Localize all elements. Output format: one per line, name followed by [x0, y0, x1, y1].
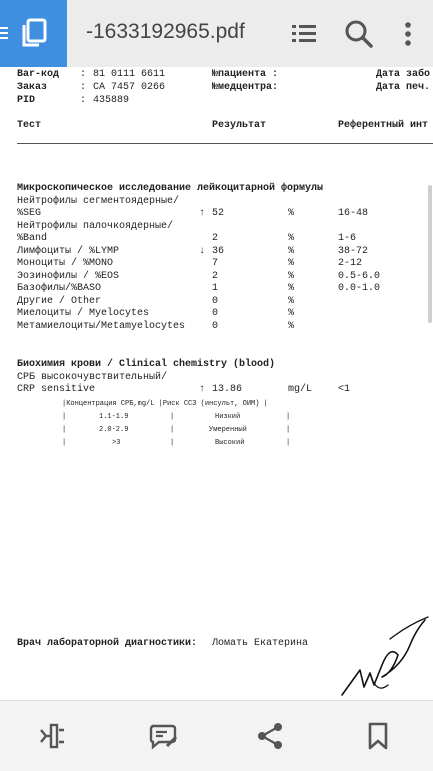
date-printed-label: Дата печ.	[376, 82, 431, 93]
column-test: Тест	[17, 120, 42, 131]
doctor-label: Врач лабораторной диагностики:	[17, 638, 198, 649]
row-mono-value: 7	[212, 258, 219, 269]
row-myelo-name: Миелоциты / Myelocytes	[17, 308, 150, 319]
row-eos-value: 2	[212, 271, 219, 282]
row-mono-ref: 2-12	[338, 258, 363, 269]
risk-table-conc: 2.0-2.9	[99, 426, 129, 434]
risk-table-risk: Низкий	[215, 413, 241, 421]
row-mono-unit: %	[288, 258, 295, 269]
crp-unit: mg/L	[288, 384, 313, 395]
risk-table-pipe: |	[62, 413, 67, 421]
row-seg-name: Нейтрофилы сегментоядерные/	[17, 196, 180, 207]
document-switch-button[interactable]	[0, 0, 67, 67]
row-seg-ref: 16-48	[338, 208, 369, 219]
row-metamyelo-unit: %	[288, 321, 295, 332]
column-result: Результат	[212, 120, 267, 131]
risk-table-risk: Умеренный	[209, 426, 247, 434]
header-divider	[17, 143, 433, 144]
row-seg-flag: ↑	[199, 208, 206, 219]
row-lymp-ref: 38-72	[338, 246, 369, 257]
pdf-page[interactable]	[0, 67, 433, 700]
crp-flag: ↑	[199, 384, 206, 395]
row-band-ref: 1-6	[338, 233, 357, 244]
section-leukocyte-title: Микроскопическое исследование лейкоцитарной формулы	[17, 183, 324, 194]
row-band-value: 2	[212, 233, 219, 244]
risk-table-header: |Концентрация СРБ,mg/L |Риск ССЗ (инсульт, ОИМ) |	[62, 400, 268, 408]
file-name-title: -1633192965.pdf	[86, 20, 245, 43]
risk-table-pipe: |	[286, 426, 291, 434]
row-baso-value: 1	[212, 283, 219, 294]
row-eos-name: Эозинофилы / %EOS	[17, 271, 120, 282]
comment-edit-icon[interactable]	[147, 720, 179, 752]
pid-value: 435889	[93, 95, 130, 106]
risk-table-pipe: |	[62, 439, 67, 447]
row-metamyelo-value: 0	[212, 321, 219, 332]
risk-table-pipe: |	[286, 439, 291, 447]
row-baso-ref: 0.0-1.0	[338, 283, 381, 294]
row-myelo-unit: %	[288, 308, 295, 319]
risk-table-pipe: |	[170, 413, 175, 421]
date-taken-label: Дата забо	[376, 69, 431, 80]
row-mono-name: Моноциты / %MONO	[17, 258, 114, 269]
barcode-label: Bar-код	[17, 69, 60, 80]
row-other-name: Другие / Other	[17, 296, 102, 307]
fit-width-icon[interactable]	[37, 720, 69, 752]
row-eos-unit: %	[288, 271, 295, 282]
signature-image	[330, 615, 430, 700]
pid-label: PID	[17, 95, 36, 106]
row-baso-name: Базофилы/%BASO	[17, 283, 102, 294]
barcode-value: 81 0111 6611	[93, 69, 166, 80]
risk-table-pipe: |	[170, 426, 175, 434]
row-eos-ref: 0.5-6.0	[338, 271, 381, 282]
patient-number-label: №пациента :	[212, 69, 279, 80]
bottom-toolbar	[0, 700, 433, 771]
menu-lines-icon[interactable]	[0, 27, 8, 42]
order-value: CA 7457 0266	[93, 82, 166, 93]
row-baso-unit: %	[288, 283, 295, 294]
row-seg-name2: %SEG	[17, 208, 42, 219]
row-band-name: Нейтрофилы палочкоядерные/	[17, 221, 174, 232]
risk-table-risk: Высокий	[215, 439, 245, 447]
section-biochemistry-title: Биохимия крови / Clinical chemistry (blood)	[17, 359, 276, 370]
crp-name: СРБ высокочувствительный/	[17, 372, 168, 383]
barcode-colon: :	[80, 69, 87, 80]
order-colon: :	[80, 82, 87, 93]
more-vert-icon[interactable]	[392, 18, 424, 50]
column-reference: Референтный инт	[338, 120, 429, 131]
document-copy-icon	[20, 18, 48, 48]
crp-value: 13.86	[212, 384, 243, 395]
row-lymp-flag: ↓	[199, 246, 206, 257]
crp-name2: CRP sensitive	[17, 384, 96, 395]
row-band-unit: %	[288, 233, 295, 244]
bookmark-icon[interactable]	[362, 720, 394, 752]
row-lymp-value: 36	[212, 246, 225, 257]
row-band-name2: %Band	[17, 233, 48, 244]
row-myelo-value: 0	[212, 308, 219, 319]
risk-table-pipe: |	[286, 413, 291, 421]
risk-table-pipe: |	[170, 439, 175, 447]
row-metamyelo-name: Метамиелоциты/Metamyelocytes	[17, 321, 186, 332]
row-other-value: 0	[212, 296, 219, 307]
crp-ref: <1	[338, 384, 351, 395]
top-toolbar	[0, 0, 433, 68]
list-icon[interactable]	[288, 18, 320, 50]
row-seg-value: 52	[212, 208, 225, 219]
order-label: Заказ	[17, 82, 48, 93]
risk-table-conc: 1.1-1.9	[99, 413, 129, 421]
row-lymp-unit: %	[288, 246, 295, 257]
row-seg-unit: %	[288, 208, 295, 219]
risk-table-pipe: |	[62, 426, 67, 434]
pid-colon: :	[80, 95, 87, 106]
risk-table-conc: >3	[112, 439, 121, 447]
row-other-unit: %	[288, 296, 295, 307]
center-number-label: №медцентра:	[212, 82, 279, 93]
share-icon[interactable]	[254, 720, 286, 752]
row-lymp-name: Лимфоциты / %LYMP	[17, 246, 120, 257]
page-scrollbar[interactable]	[428, 185, 432, 323]
search-icon[interactable]	[343, 18, 375, 50]
doctor-name: Ломать Екатерина	[212, 638, 309, 649]
